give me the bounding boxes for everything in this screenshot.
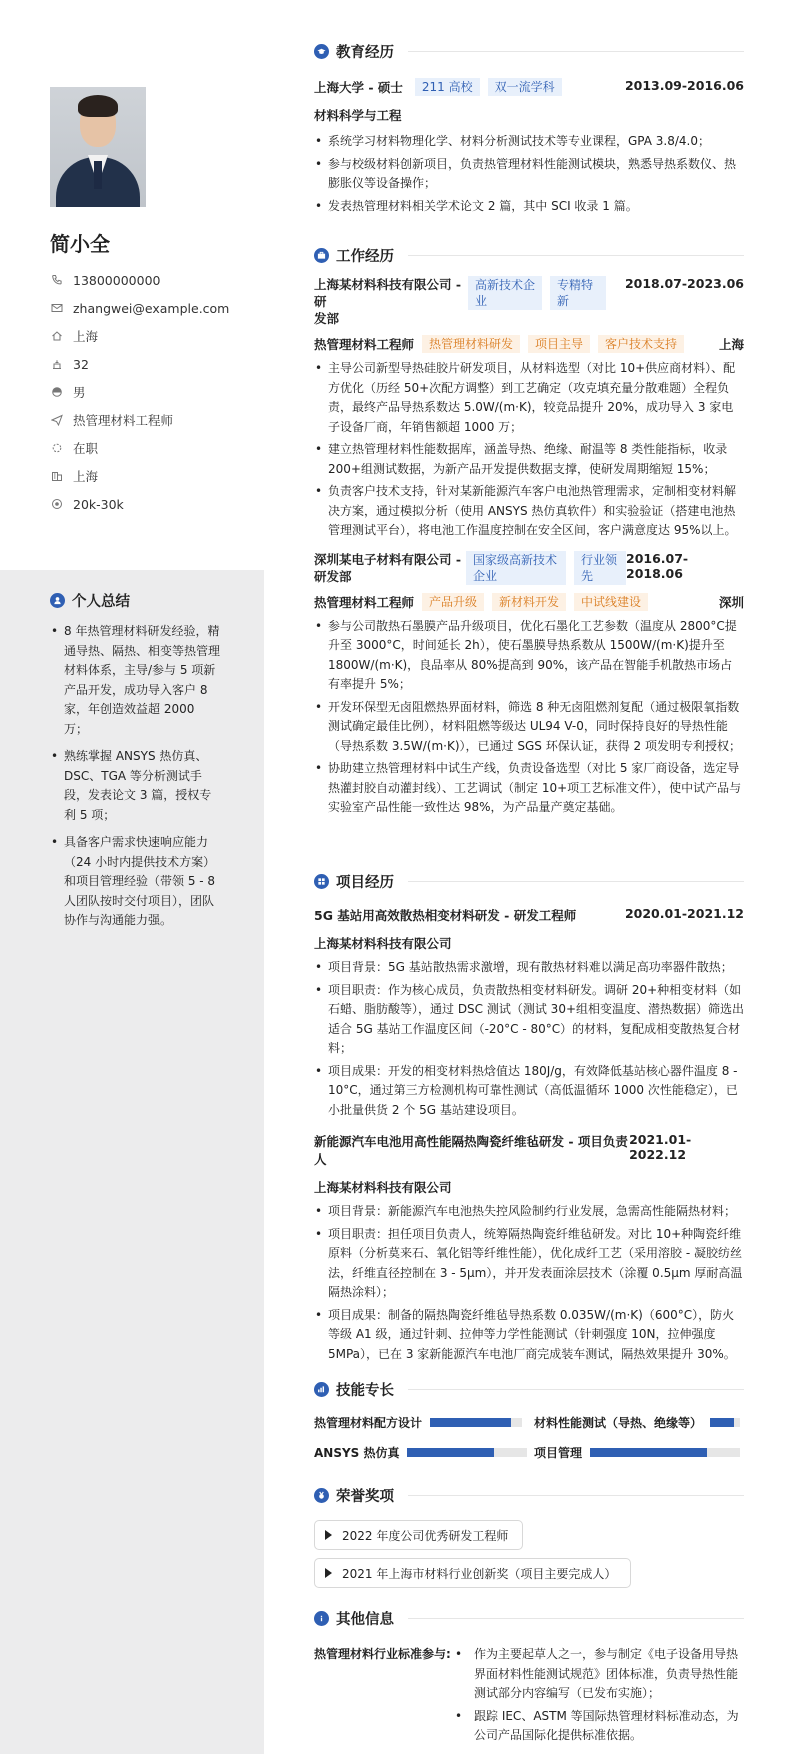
project-header	[314, 1132, 744, 1168]
project-bullet-list	[314, 958, 744, 1120]
job-role: 热管理材料工程师	[314, 337, 415, 352]
role-tag: 新材料开发	[492, 593, 566, 611]
section-divider	[408, 881, 744, 882]
info-icon	[314, 1611, 329, 1626]
user-icon	[50, 593, 65, 608]
other-bullet: • 跟踪 IEC、ASTM 等国际热管理材料标准动态，为公司产品国际化提供标准依据。	[454, 1707, 744, 1746]
award-item[interactable]: 2021 年上海市材料行业创新奖（项目主要完成人）	[314, 1558, 631, 1588]
section-divider	[408, 51, 744, 52]
skill-item	[534, 1442, 740, 1462]
project-bullet: • 项目背景：新能源汽车电池热失控风险制约行业发展，急需高性能隔热材料；	[314, 1202, 744, 1222]
education-entry-header	[314, 78, 744, 96]
building-icon	[50, 469, 64, 483]
contact-info-list	[50, 266, 229, 518]
project-name: 5G 基站用高效散热相变材料研发 - 研发工程师	[314, 908, 577, 923]
education-bullet: • 系统学习材料物理化学、材料分析测试技术等专业课程，GPA 3.8/4.0；	[314, 132, 744, 152]
info-work-city: 上海	[50, 462, 229, 490]
send-icon	[50, 413, 64, 427]
education-date: 2013.09-2016.06	[624, 78, 744, 93]
company-tag: 国家级高新技术 企业	[466, 551, 566, 585]
job-date: 2018.07-2023.06	[624, 276, 744, 291]
job-role-row	[314, 335, 744, 353]
candidate-name: 简小全	[50, 232, 110, 256]
job-city: 深圳	[718, 594, 744, 610]
other-bullet-list	[454, 1645, 744, 1749]
other-bullet: • 作为主要起草人之一，参与制定《电子设备用导热界面材料性能测试规范》团体标准，负责导热性能测试部分内容编写（已发布实施）；	[454, 1645, 744, 1704]
awards-section-title: 荣誉奖项	[314, 1484, 744, 1506]
section-divider	[408, 1495, 744, 1496]
education-major: 材料科学与工程	[314, 108, 402, 123]
profile-photo	[50, 87, 146, 207]
info-gender: 男	[50, 378, 229, 406]
project-date: 2021.01-2022.12	[629, 1132, 692, 1162]
gender-icon	[50, 385, 64, 399]
skills-section	[314, 1378, 744, 1462]
projects-section-title: 项目经历	[314, 870, 744, 892]
play-triangle-icon	[325, 1530, 332, 1540]
education-bullet-list	[314, 132, 744, 216]
section-divider	[408, 255, 744, 256]
job-date: 2016.07-2018.06	[626, 550, 689, 581]
graduation-cap-icon	[314, 44, 329, 59]
info-phone: 13800000000	[50, 266, 229, 294]
projects-section	[314, 870, 744, 1367]
project-name: 新能源汽车电池用高性能隔热陶瓷纤维毡研发 - 项目负责人	[314, 1134, 628, 1167]
role-tag: 项目主导	[528, 335, 590, 353]
award-item[interactable]: 2022 年度公司优秀研发工程师	[314, 1520, 523, 1550]
other-section	[314, 1607, 744, 1749]
job-bullet: • 开发环保型无卤阻燃热界面材料，筛选 8 种无卤阻燃剂复配（通过极限氧指数测试确定最佳比例），材料阻燃等级达 UL94 V-0，同时保持良好的导热性能（导热系数 3.5W/(m·K)），已通过 SGS 环保认证，获得 2 项发明专利授权；	[314, 698, 744, 757]
skills-section-title: 技能专长	[314, 1378, 744, 1400]
job-role: 热管理材料工程师	[314, 594, 415, 610]
info-age: 32	[50, 350, 229, 378]
skill-item	[314, 1412, 534, 1432]
skill-bar-fill	[710, 1418, 734, 1427]
skill-name: 材料性能测试（导热、绝缘等）	[534, 1415, 703, 1430]
company-tag: 专精特 新	[550, 276, 606, 310]
education-bullet: • 发表热管理材料相关学术论文 2 篇，其中 SCI 收录 1 篇。	[314, 197, 744, 217]
project-bullet: • 项目背景：5G 基站散热需求激增，现有散热材料难以满足高功率器件散热；	[314, 958, 744, 978]
project-company: 上海某材料科技有限公司	[314, 936, 452, 951]
summary-item: • 8 年热管理材料研发经验，精通导热、隔热、相变等热管理材料体系，主导/参与 5 项新产品开发，成功导入客户 8 家，年创造效益超 2000 万；	[50, 622, 220, 739]
project-bullet-list	[314, 1202, 744, 1364]
summary-item: • 具备客户需求快速响应能力（24 小时内提供技术方案）和项目管理经验（带领 5 - 8 人团队按时交付项目），团队协作与沟通能力强。	[50, 833, 220, 931]
skill-bar-fill	[590, 1448, 707, 1457]
role-tag: 热管理材料研发	[422, 335, 520, 353]
project-bullet: • 项目成果：开发的相变材料热焓值达 180J/g，有效降低基站核心器件温度 8 - 10°C，通过第三方检测机构可靠性测试（高低温循环 1000 次性能稳定），已小批量供货 2 个 5G 基站建设项目。	[314, 1062, 744, 1121]
job-bullet-list	[314, 617, 744, 818]
info-location: 上海	[50, 322, 229, 350]
role-tag: 客户技术支持	[598, 335, 684, 353]
skill-bar	[430, 1418, 522, 1427]
play-triangle-icon	[325, 1568, 332, 1578]
job-company: 深圳某电子材料有限公司 -	[314, 551, 462, 567]
job-bullet: • 参与公司散热石墨膜产品升级项目，优化石墨化工艺参数（温度从 2800°C提升至 3000°C，时间延长 2h），使石墨膜导热系数从 1500W/(m·K)提升至 1800W/(m·K)，良品率从 80%提高到 90%，该产品在智能手机散热市场占有率提升 5%；	[314, 617, 744, 695]
summary-section-title: 个人总结	[50, 590, 130, 611]
info-email: zhangwei@example.com	[50, 294, 229, 322]
job-company-cont: 研发部	[314, 568, 352, 584]
job-bullet-list	[314, 359, 744, 541]
medal-icon	[314, 1488, 329, 1503]
awards-section	[314, 1484, 744, 1588]
job-role-row	[314, 593, 744, 611]
mail-icon	[50, 301, 64, 315]
skill-name: ANSYS 热仿真	[314, 1445, 400, 1460]
skills-icon	[314, 1382, 329, 1397]
role-tag: 中试线建设	[574, 593, 648, 611]
project-date: 2020.01-2021.12	[624, 906, 744, 921]
other-section-title: 其他信息	[314, 1607, 744, 1629]
phone-icon	[50, 273, 64, 287]
project-bullet: • 项目职责：担任项目负责人，统筹隔热陶瓷纤维毡研发。对比 10+种陶瓷纤维原料（分析莫来石、氧化铝等纤维性能），优化成纤工艺（采用溶胶 - 凝胶纺丝法，纤维直径控制在 3 - 5μm），并开发表面涂层技术（涂覆 0.5μm 厚耐高温隔热涂料）；	[314, 1225, 744, 1303]
education-section-title: 教育经历	[314, 40, 744, 62]
briefcase-icon	[314, 248, 329, 263]
job-company-cont: 发部	[314, 311, 340, 326]
info-job-title: 热管理材料工程师	[50, 406, 229, 434]
skill-bar-fill	[430, 1418, 511, 1427]
role-tag: 产品升级	[422, 593, 484, 611]
education-school: 上海大学 - 硕士	[314, 80, 403, 95]
work-section-title: 工作经历	[314, 244, 744, 266]
skill-name: 项目管理	[534, 1445, 583, 1460]
education-tag: 双一流学科	[488, 78, 562, 96]
job-company: 上海某材料科技有限公司 - 研	[314, 277, 462, 309]
info-status: 在职	[50, 434, 229, 462]
project-bullet: • 项目成果：制备的隔热陶瓷纤维毡导热系数 0.035W/(m·K)（600°C），防火等级 A1 级，通过针刺、拉伸等力学性能测试（针刺强度 10N，拉伸强度 5MPa），已在 3 家新能源汽车电池厂商完成装车测试，隔热效果提升 30%。	[314, 1306, 744, 1365]
skill-bar-fill	[407, 1448, 493, 1457]
project-header	[314, 906, 744, 924]
skill-bar	[710, 1418, 740, 1427]
skill-item	[314, 1442, 534, 1462]
section-divider	[408, 1618, 744, 1619]
skill-item	[534, 1412, 740, 1432]
job-bullet: • 主导公司新型导热硅胶片研发项目，从材料选型（对比 10+供应商材料）、配方优化（历经 50+次配方调整）到工艺确定（攻克填充量分散难题）全程负责，最终产品导热系数达 5.0W/(m·K)，较竞品提升 20%，成功导入 3 家电子设备厂商，年销售额超 1000 万；	[314, 359, 744, 437]
status-icon	[50, 441, 64, 455]
job-header	[314, 551, 744, 585]
job-header	[314, 276, 744, 327]
education-tag: 211 高校	[415, 78, 480, 96]
home-icon	[50, 329, 64, 343]
age-icon	[50, 357, 64, 371]
work-section	[314, 244, 744, 821]
job-bullet: • 负责客户技术支持，针对某新能源汽车客户电池热管理需求，定制相变材料解决方案，通过模拟分析（使用 ANSYS 热仿真软件）和实验验证（搭建电池热管理测试平台），将电池工作温度控制在安全区间，客户满意度达 95%以上。	[314, 482, 744, 541]
company-tag: 高新技术企 业	[468, 276, 542, 310]
education-bullet: • 参与校级材料创新项目，负责热管理材料性能测试模块，熟悉导热系数仪、热膨胀仪等设备操作；	[314, 155, 744, 194]
job-bullet: • 协助建立热管理材料中试生产线，负责设备选型（对比 5 家厂商设备，选定导热灌封胶自动灌封线）、工艺调试（制定 10+项工艺标准文件），使中试产品与实验室产品性能一致性达 98%，为产品量产奠定基础。	[314, 759, 744, 818]
section-divider	[408, 1389, 744, 1390]
company-tag: 行业领 先	[574, 551, 626, 585]
project-company: 上海某材料科技有限公司	[314, 1180, 452, 1195]
salary-icon	[50, 497, 64, 511]
education-section	[314, 40, 744, 219]
summary-list	[50, 622, 220, 939]
summary-item: • 熟练掌握 ANSYS 热仿真、DSC、TGA 等分析测试手段，发表论文 3 篇，授权专利 5 项；	[50, 747, 220, 825]
job-bullet: • 建立热管理材料性能数据库，涵盖导热、绝缘、耐温等 8 类性能指标，收录 200+组测试数据，为新产品开发提供数据支撑，使研发周期缩短 15%；	[314, 440, 744, 479]
skill-name: 热管理材料配方设计	[314, 1415, 423, 1430]
project-bullet: • 项目职责：作为核心成员，负责散热相变材料研发。调研 20+种相变材料（如石蜡、脂肪酸等），通过 DSC 测试（测试 30+组相变温度、潜热数据）筛选出适合 5G 基站工作温度区间（-20°C - 80°C）的材料，复配成相变散热复合材料；	[314, 981, 744, 1059]
skill-bar	[407, 1448, 527, 1457]
grid-icon	[314, 874, 329, 889]
job-city: 上海	[718, 337, 744, 352]
skill-bar	[590, 1448, 740, 1457]
info-salary: 20k-30k	[50, 490, 229, 518]
other-label: 热管理材料行业标准参与:	[314, 1647, 451, 1661]
